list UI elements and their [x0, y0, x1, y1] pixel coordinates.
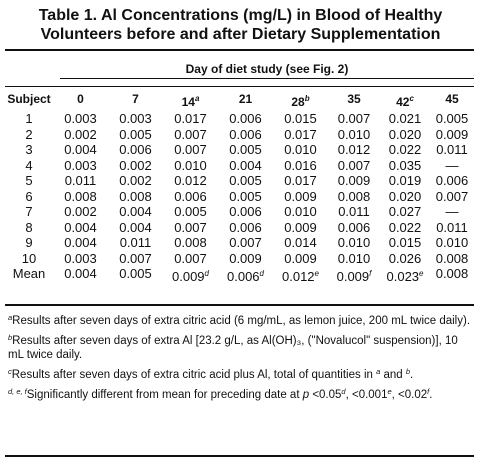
cell-value: 0.007: [337, 111, 371, 126]
table-cell: [218, 127, 273, 143]
table-row: [5, 173, 474, 189]
table-cell: [163, 173, 218, 189]
top-rule: [5, 49, 474, 51]
table-cell: [328, 111, 380, 127]
cell-value: 0.009: [284, 188, 317, 204]
column-header-label: 7: [132, 92, 139, 106]
footnote-mark: a: [8, 313, 13, 322]
column-header: [380, 87, 430, 114]
table-cell: [380, 111, 430, 127]
table-cell: [108, 220, 163, 236]
cell-value: 0.004: [64, 266, 97, 281]
table-cell: [273, 220, 328, 236]
table-cell: [328, 173, 380, 189]
cell-value: 0.011: [436, 142, 468, 157]
cell-value: 0.003: [64, 250, 97, 266]
table-row: [5, 158, 474, 174]
cell-value: 0.012: [337, 142, 371, 157]
table-cell: [273, 251, 328, 267]
cell-value: 0.004: [64, 235, 97, 250]
column-header-label: Subject: [7, 92, 51, 106]
cell-value: 0.006: [119, 142, 152, 157]
row-label: [5, 158, 53, 174]
footnote-text: Results after seven days of extra Al [23.2 g/L, as Al(OH)₃, ("Novalucol" suspension)], 10 mL twice daily.: [8, 335, 458, 361]
table-cell: [163, 220, 218, 236]
cell-value: 0.004: [119, 204, 152, 219]
table-cell: [163, 142, 218, 158]
cell-value: 0.006: [435, 173, 469, 188]
cell-value: 0.009: [284, 219, 317, 235]
column-header-label: 45: [445, 92, 459, 106]
table-cell: [380, 189, 430, 205]
footnote-mark: d, e, f: [8, 387, 27, 396]
row-label: [5, 220, 53, 236]
cell-value: 0.009: [172, 269, 205, 284]
column-header: [108, 87, 163, 111]
cell-value: 0.005: [119, 126, 152, 142]
table-cell: [163, 189, 218, 205]
table-cell: [380, 158, 430, 174]
table-cell: [218, 220, 273, 236]
cell-value: 0.006: [229, 126, 262, 142]
table-cell: [163, 127, 218, 143]
column-header-label: 42: [396, 95, 410, 109]
table-cell: [380, 173, 430, 189]
table-cell: [108, 173, 163, 189]
cell-value: 0.003: [119, 111, 152, 126]
column-header: [218, 87, 273, 111]
table-row: [5, 266, 474, 282]
title-line-1: Table 1. Al Concentrations (mg/L) in Blood of Healthy: [38, 7, 443, 24]
table-cell: [108, 189, 163, 205]
row-label: [5, 251, 53, 267]
cell-value: 0.007: [229, 235, 262, 250]
table-cell: [108, 158, 163, 174]
cell-value: 0.026: [388, 250, 422, 266]
table-cell: [163, 251, 218, 267]
column-header: [163, 87, 218, 114]
footnote-a: [8, 311, 471, 328]
table-cell: [380, 204, 430, 220]
table-cell: [328, 220, 380, 236]
table-cell: [218, 142, 273, 158]
table-cell: [328, 266, 380, 285]
table-cell: [380, 220, 430, 236]
cell-value: 0.004: [64, 219, 97, 235]
cell-value: 0.006: [337, 219, 371, 235]
table-cell: [53, 189, 108, 205]
table-cell: [53, 111, 108, 127]
cell-value: 0.010: [435, 235, 469, 250]
cell-value: 0.021: [388, 111, 422, 126]
cell-value: 0.004: [119, 219, 152, 235]
cell-value: 0.003: [64, 111, 97, 126]
cell-value: 0.022: [388, 219, 422, 235]
cell-value: 0.008: [435, 266, 469, 281]
cell-value: 10: [21, 250, 37, 266]
cell-value: 1: [25, 111, 33, 126]
table-cell: [328, 127, 380, 143]
table-cell: [53, 220, 108, 236]
column-header-label: 14: [181, 95, 195, 109]
footnote-ref: e: [387, 387, 392, 396]
cell-value: 0.007: [174, 126, 207, 142]
cell-value: 0.011: [338, 204, 370, 219]
table-cell: [108, 142, 163, 158]
footnote-ref: e: [419, 269, 424, 278]
cell-value: 0.006: [229, 219, 262, 235]
table-cell: [380, 127, 430, 143]
table-cell: [430, 204, 474, 220]
table-cell: [273, 235, 328, 251]
data-table: [5, 87, 474, 282]
cell-value: 0.008: [174, 235, 207, 250]
column-header-label: 35: [347, 92, 361, 106]
cell-value: 0.015: [388, 235, 422, 250]
table-cell: [380, 142, 430, 158]
cell-value: 0.012: [282, 269, 315, 284]
cell-value: 0.007: [174, 142, 207, 157]
cell-value: 0.007: [174, 219, 207, 235]
table-cell: [218, 189, 273, 205]
table-cell: [430, 158, 474, 174]
table-cell: [218, 235, 273, 251]
cell-value: 0.022: [388, 142, 422, 157]
footnote-text: Results after seven days of extra citric acid (6 mg/mL, as lemon juice, 200 mL twice daily).: [12, 315, 471, 327]
table-row: [5, 204, 474, 220]
row-label: [5, 142, 53, 158]
table-cell: [430, 220, 474, 236]
table-cell: [108, 266, 163, 282]
cell-value: 0.006: [227, 269, 260, 284]
table-cell: [380, 266, 430, 285]
footnote-text: Significantly different from mean for preceding date at: [26, 389, 303, 401]
cell-value: 8: [25, 219, 33, 235]
footnote-text: and: [380, 369, 406, 381]
cell-value: 0.009: [435, 126, 469, 142]
cell-value: 0.010: [284, 142, 317, 157]
cell-value: —: [445, 204, 459, 219]
row-label: [5, 127, 53, 143]
cell-value: 0.005: [174, 204, 207, 219]
table-cell: [53, 204, 108, 220]
column-header-label: 21: [238, 92, 253, 106]
table-cell: [218, 251, 273, 267]
table-cell: [163, 158, 218, 174]
table-cell: [430, 127, 474, 143]
table-cell: [53, 127, 108, 143]
table-cell: [218, 173, 273, 189]
bottom-rule: [5, 304, 474, 306]
table-cell: [273, 266, 328, 285]
column-header: [328, 87, 380, 111]
cell-value: 0.002: [64, 126, 97, 142]
footnote-def: [8, 385, 471, 402]
table-cell: [273, 173, 328, 189]
title-line-2: Volunteers before and after Dietary Supplementation: [40, 26, 441, 43]
footnote-ref: a: [194, 94, 200, 103]
table-cell: [53, 158, 108, 174]
footnote-text: .: [410, 369, 414, 381]
cell-value: 0.015: [284, 111, 317, 126]
table-cell: [163, 235, 218, 251]
table-cell: [273, 127, 328, 143]
cell-value: 0.017: [174, 111, 207, 126]
cell-value: Mean: [12, 266, 46, 281]
row-label: [5, 173, 53, 189]
cell-value: 0.005: [435, 111, 469, 126]
footnote-mark: b: [8, 333, 13, 342]
footnote-ref: e: [314, 269, 319, 278]
column-spanner: Day of diet study (see Fig. 2): [185, 62, 349, 76]
cell-value: 0.002: [119, 173, 152, 188]
table-cell: [430, 266, 474, 282]
cell-value: 0.005: [119, 266, 152, 281]
cell-value: 0.010: [284, 204, 317, 219]
cell-value: 0.016: [284, 157, 317, 173]
cell-value: 0.020: [388, 188, 422, 204]
footnote-text: .: [429, 389, 433, 401]
cell-value: 0.003: [64, 157, 97, 173]
cell-value: 0.027: [388, 204, 422, 219]
cell-value: 0.009: [337, 173, 371, 188]
row-label: [5, 189, 53, 205]
table-cell: [163, 204, 218, 220]
table-cell: [430, 251, 474, 267]
table-cell: [53, 142, 108, 158]
footnotes: [8, 311, 471, 405]
column-header: [53, 87, 108, 111]
footnote-mark: c: [8, 367, 12, 376]
table-cell: [163, 111, 218, 127]
table-cell: [273, 189, 328, 205]
table-row: [5, 189, 474, 205]
cell-value: 0.010: [174, 157, 207, 173]
cell-value: 0.017: [284, 173, 317, 188]
cell-value: 0.010: [337, 126, 371, 142]
cell-value: 0.004: [229, 157, 262, 173]
table-cell: [328, 142, 380, 158]
table-cell: [53, 173, 108, 189]
footnote-ref: a: [376, 367, 381, 376]
table-cell: [53, 235, 108, 251]
cell-value: 0.006: [229, 111, 262, 126]
cell-value: 6: [25, 188, 33, 204]
footnote-text: Results after seven days of extra citric acid plus Al, total of quantities in: [11, 369, 377, 381]
cell-value: 0.006: [229, 204, 262, 219]
cell-value: 0.020: [388, 126, 422, 142]
footnote-c: [8, 365, 471, 382]
table-cell: [108, 251, 163, 267]
cell-value: 0.011: [436, 219, 468, 235]
table-row: [5, 111, 474, 127]
cell-value: 3: [25, 142, 33, 157]
cell-value: 2: [25, 126, 33, 142]
cell-value: 0.008: [119, 188, 152, 204]
footnote-ref: c: [409, 94, 414, 103]
cell-value: 4: [25, 157, 33, 173]
cell-value: 0.009: [229, 250, 262, 266]
table-row: [5, 220, 474, 236]
cell-value: 7: [25, 204, 33, 219]
table-row: [5, 235, 474, 251]
table-cell: [53, 251, 108, 267]
column-header-label: 0: [77, 92, 84, 106]
table-cell: [430, 142, 474, 158]
footnote-ref: d: [341, 387, 346, 396]
cell-value: 0.006: [174, 188, 207, 204]
cell-value: 0.002: [64, 204, 97, 219]
table-cell: [218, 204, 273, 220]
table-title: [8, 6, 473, 44]
cell-value: 0.007: [174, 250, 207, 266]
cell-value: 0.008: [435, 250, 469, 266]
table-row: [5, 127, 474, 143]
cell-value: 0.002: [119, 157, 152, 173]
cell-value: 0.010: [337, 235, 371, 250]
column-header-label: 28: [291, 95, 305, 109]
table-cell: [273, 204, 328, 220]
footnote-ref: d: [204, 269, 209, 278]
table-cell: [108, 204, 163, 220]
table-cell: [108, 111, 163, 127]
cell-value: 0.011: [119, 235, 152, 250]
table-cell: [273, 142, 328, 158]
footnote-ref: b: [405, 367, 411, 376]
table-cell: [273, 111, 328, 127]
table-cell: [53, 266, 108, 282]
table-cell: [273, 158, 328, 174]
row-label: [5, 204, 53, 220]
footnote-text: , <0.02: [391, 389, 428, 401]
row-label: [5, 111, 53, 127]
table-cell: [430, 111, 474, 127]
table-cell: [328, 235, 380, 251]
cell-value: 0.008: [64, 188, 97, 204]
column-header: [430, 87, 474, 111]
table-cell: [218, 266, 273, 285]
table-row: [5, 251, 474, 267]
column-header: [273, 87, 328, 114]
cell-value: 0.007: [435, 188, 469, 204]
header-row: [5, 87, 474, 111]
footnote-ref: f: [427, 387, 430, 396]
end-rule: [5, 455, 474, 457]
cell-value: 0.012: [174, 173, 207, 188]
footnote-text: <0.05: [309, 389, 342, 401]
cell-value: 0.035: [388, 157, 422, 173]
footnote-b: [8, 331, 471, 362]
footnote-text: , <0.001: [345, 389, 388, 401]
table-cell: [430, 173, 474, 189]
table-cell: [328, 251, 380, 267]
footnote-ref: f: [369, 269, 372, 278]
cell-value: 0.017: [284, 126, 317, 142]
cell-value: —: [445, 157, 459, 173]
cell-value: 0.009: [284, 250, 317, 266]
cell-value: 9: [25, 235, 33, 250]
cell-value: 0.014: [284, 235, 317, 250]
footnote-p-symbol: p: [302, 389, 310, 401]
table-cell: [430, 189, 474, 205]
cell-value: 0.010: [337, 250, 371, 266]
spanner-rule: [60, 78, 474, 79]
cell-value: 0.009: [336, 269, 370, 284]
row-label: [5, 235, 53, 251]
cell-value: 0.023: [386, 269, 420, 284]
cell-value: 0.005: [229, 188, 262, 204]
table-cell: [108, 127, 163, 143]
table-cell: [218, 158, 273, 174]
table-cell: [218, 111, 273, 127]
table-cell: [328, 204, 380, 220]
cell-value: 0.005: [229, 142, 262, 157]
cell-value: 5: [25, 173, 33, 188]
cell-value: 0.011: [64, 173, 97, 188]
table-cell: [328, 189, 380, 205]
table-row: [5, 142, 474, 158]
table-cell: [430, 235, 474, 251]
cell-value: 0.004: [64, 142, 97, 157]
cell-value: 0.008: [337, 188, 371, 204]
footnote-ref: d: [259, 269, 264, 278]
cell-value: 0.007: [119, 250, 152, 266]
table-cell: [380, 235, 430, 251]
row-label: [5, 266, 53, 282]
cell-value: 0.005: [229, 173, 262, 188]
cell-value: 0.019: [388, 173, 422, 188]
cell-value: 0.007: [337, 157, 371, 173]
footnote-ref: b: [304, 94, 310, 103]
table-cell: [163, 266, 218, 285]
table-cell: [380, 251, 430, 267]
column-header: [5, 87, 53, 111]
table-cell: [108, 235, 163, 251]
table-cell: [328, 158, 380, 174]
